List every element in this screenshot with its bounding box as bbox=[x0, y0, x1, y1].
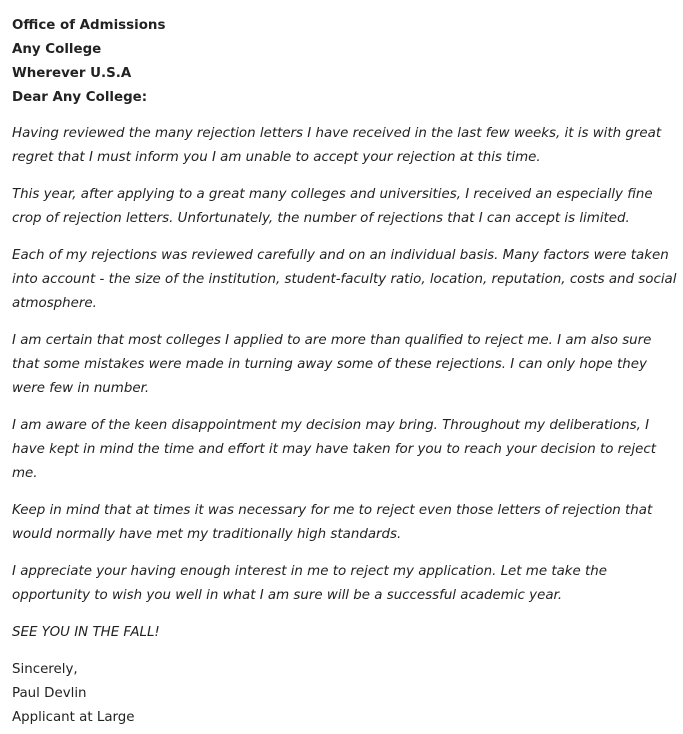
signer-title: Applicant at Large bbox=[12, 710, 135, 725]
body-paragraph-1: Having reviewed the many rejection letters I have received in the last few weeks, it is with great regret that I must inform you I am unable to accept your rejection at this time. bbox=[12, 126, 662, 165]
body-paragraph-3: Each of my rejections was reviewed carefully and on an individual basis. Many factors were taken into account - the size of the institution, student-faculty ratio, location, reputation, costs and social atmosphere. bbox=[12, 248, 677, 311]
body-paragraph-4: I am certain that most colleges I applied to are more than qualified to reject me. I am also sure that some mistakes were made in turning away some of these rejections. I can only hope they were few in number. bbox=[12, 333, 652, 396]
body-paragraph-5: I am aware of the keen disappointment my decision may bring. Throughout my deliberations, I have kept in mind the time and effort it may have taken for you to reach your decision to reject me. bbox=[12, 418, 656, 481]
signer-name: Paul Devlin bbox=[12, 686, 87, 701]
body-paragraph-6: Keep in mind that at times it was necessary for me to reject even those letters of rejection that would normally have met my traditionally high standards. bbox=[12, 503, 653, 542]
salutation: Dear Any College: bbox=[12, 90, 148, 105]
letter bbox=[12, 14, 680, 730]
body-paragraph-7: I appreciate your having enough interest in me to reject my application. Let me take the opportunity to wish you well in what I am sure will be a successful academic year. bbox=[12, 564, 608, 603]
recipient-college: Any College bbox=[12, 42, 102, 57]
valediction: Sincerely, bbox=[12, 662, 78, 677]
body-paragraph-2: This year, after applying to a great many colleges and universities, I received an especially fine crop of rejection letters. Unfortunately, the number of rejections that I can accept is limited. bbox=[12, 187, 653, 226]
signoff bbox=[12, 658, 680, 730]
recipient-address bbox=[12, 14, 680, 110]
recipient-office: Office of Admissions bbox=[12, 18, 166, 33]
recipient-location: Wherever U.S.A bbox=[12, 66, 132, 81]
closing-line: SEE YOU IN THE FALL! bbox=[12, 625, 160, 640]
